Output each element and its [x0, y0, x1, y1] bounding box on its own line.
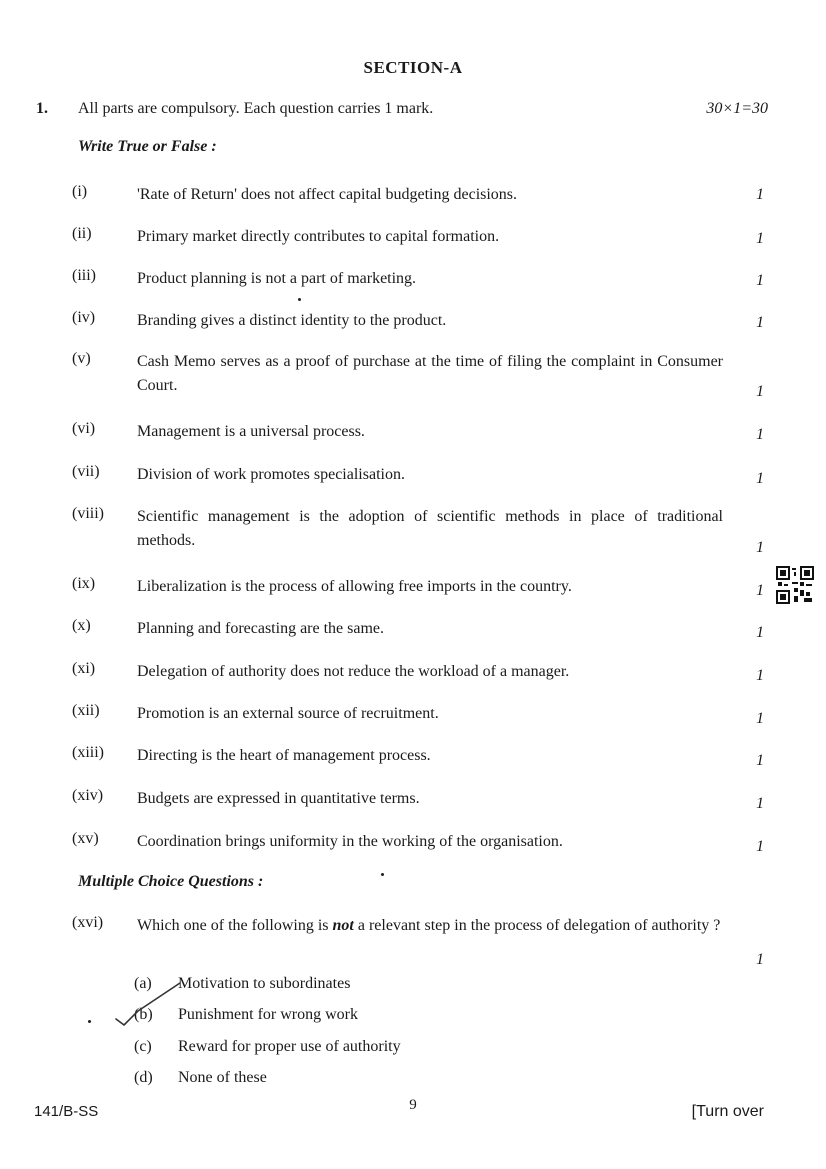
item-text: Scientific management is the adoption of scientific methods in place of traditional methods. [137, 508, 723, 549]
item-mark: 1 [756, 383, 764, 400]
item-mark: 1 [756, 470, 764, 487]
item-number: (ix) [72, 575, 96, 592]
item-text [137, 914, 723, 938]
item-mark: 1 [756, 795, 764, 812]
item-mark: 1 [756, 272, 764, 289]
mcq-heading: Multiple Choice Questions : [78, 873, 264, 890]
option-label: (c) [134, 1038, 152, 1055]
item-number: (vii) [72, 463, 100, 480]
item-mark: 1 [756, 667, 764, 684]
option-label: (a) [134, 975, 152, 992]
scan-speck [88, 1020, 91, 1023]
option-text: Reward for proper use of authority [178, 1038, 401, 1055]
item-mark: 1 [756, 752, 764, 769]
item-text: Product planning is not a part of marketing. [137, 270, 417, 287]
scan-speck [298, 298, 301, 301]
item-number: (ii) [72, 225, 92, 242]
qr-code-icon [776, 566, 814, 604]
item-number: (v) [72, 350, 91, 367]
item-number: (iii) [72, 267, 96, 284]
true-false-heading: Write True or False : [78, 138, 217, 155]
item-mark: 1 [756, 710, 764, 727]
item-text: Cash Memo serves as a proof of purchase at the time of filing the complaint in Consumer Court. [137, 353, 723, 394]
item-mark: 1 [756, 186, 764, 203]
item-number: (iv) [72, 309, 96, 326]
item-text: Promotion is an external source of recruitment. [137, 705, 439, 722]
item-text: Branding gives a distinct identity to the product. [137, 312, 447, 329]
item-mark: 1 [756, 951, 764, 968]
scan-speck [381, 873, 384, 876]
item-mark: 1 [756, 314, 764, 331]
item-mark: 1 [756, 838, 764, 855]
item-text: Directing is the heart of management process. [137, 747, 431, 764]
item-number: (xi) [72, 660, 96, 677]
question-total-marks: 30×1=30 [706, 100, 768, 117]
item-mark: 1 [756, 539, 764, 556]
option-text: Motivation to subordinates [178, 975, 351, 992]
item-text: Delegation of authority does not reduce the workload of a manager. [137, 663, 570, 680]
option-text: None of these [178, 1069, 267, 1086]
option-label: (d) [134, 1069, 153, 1086]
item-number: (viii) [72, 505, 104, 522]
question-instruction: All parts are compulsory. Each question carries 1 mark. [78, 100, 434, 117]
item-number: (xiii) [72, 744, 104, 761]
item-text: Primary market directly contributes to capital formation. [137, 228, 500, 245]
page-number: 9 [409, 1097, 417, 1113]
item-mark: 1 [756, 426, 764, 443]
item-text: Liberalization is the process of allowing free imports in the country. [137, 578, 572, 595]
item-mark: 1 [756, 230, 764, 247]
option-label: (b) [134, 1006, 153, 1023]
item-number: (xiv) [72, 787, 104, 804]
item-text: Planning and forecasting are the same. [137, 620, 385, 637]
question-number: 1. [36, 100, 48, 117]
item-text: Division of work promotes specialisation. [137, 466, 405, 483]
item-number: (xv) [72, 830, 99, 847]
section-title: SECTION-A [363, 58, 463, 77]
handwritten-tick-mark [108, 975, 188, 1031]
item-text: 'Rate of Return' does not affect capital budgeting decisions. [137, 186, 518, 203]
item-mark: 1 [756, 624, 764, 641]
mcq-text-after: a relevant step in the process of delegation of authority ? [357, 917, 721, 934]
item-number: (x) [72, 617, 91, 634]
item-text: Management is a universal process. [137, 423, 365, 440]
item-number: (i) [72, 183, 88, 200]
option-text: Punishment for wrong work [178, 1006, 358, 1023]
paper-code: 141/B-SS [34, 1103, 99, 1120]
item-text: Coordination brings uniformity in the working of the organisation. [137, 833, 563, 850]
mcq-emphasis: not [332, 917, 354, 934]
item-text: Budgets are expressed in quantitative terms. [137, 790, 420, 807]
item-mark: 1 [756, 582, 764, 599]
item-number: (xvi) [72, 914, 104, 931]
mcq-text-before: Which one of the following is [137, 917, 329, 934]
turn-over-note: [Turn over [691, 1103, 764, 1120]
item-number: (vi) [72, 420, 96, 437]
item-number: (xii) [72, 702, 100, 719]
